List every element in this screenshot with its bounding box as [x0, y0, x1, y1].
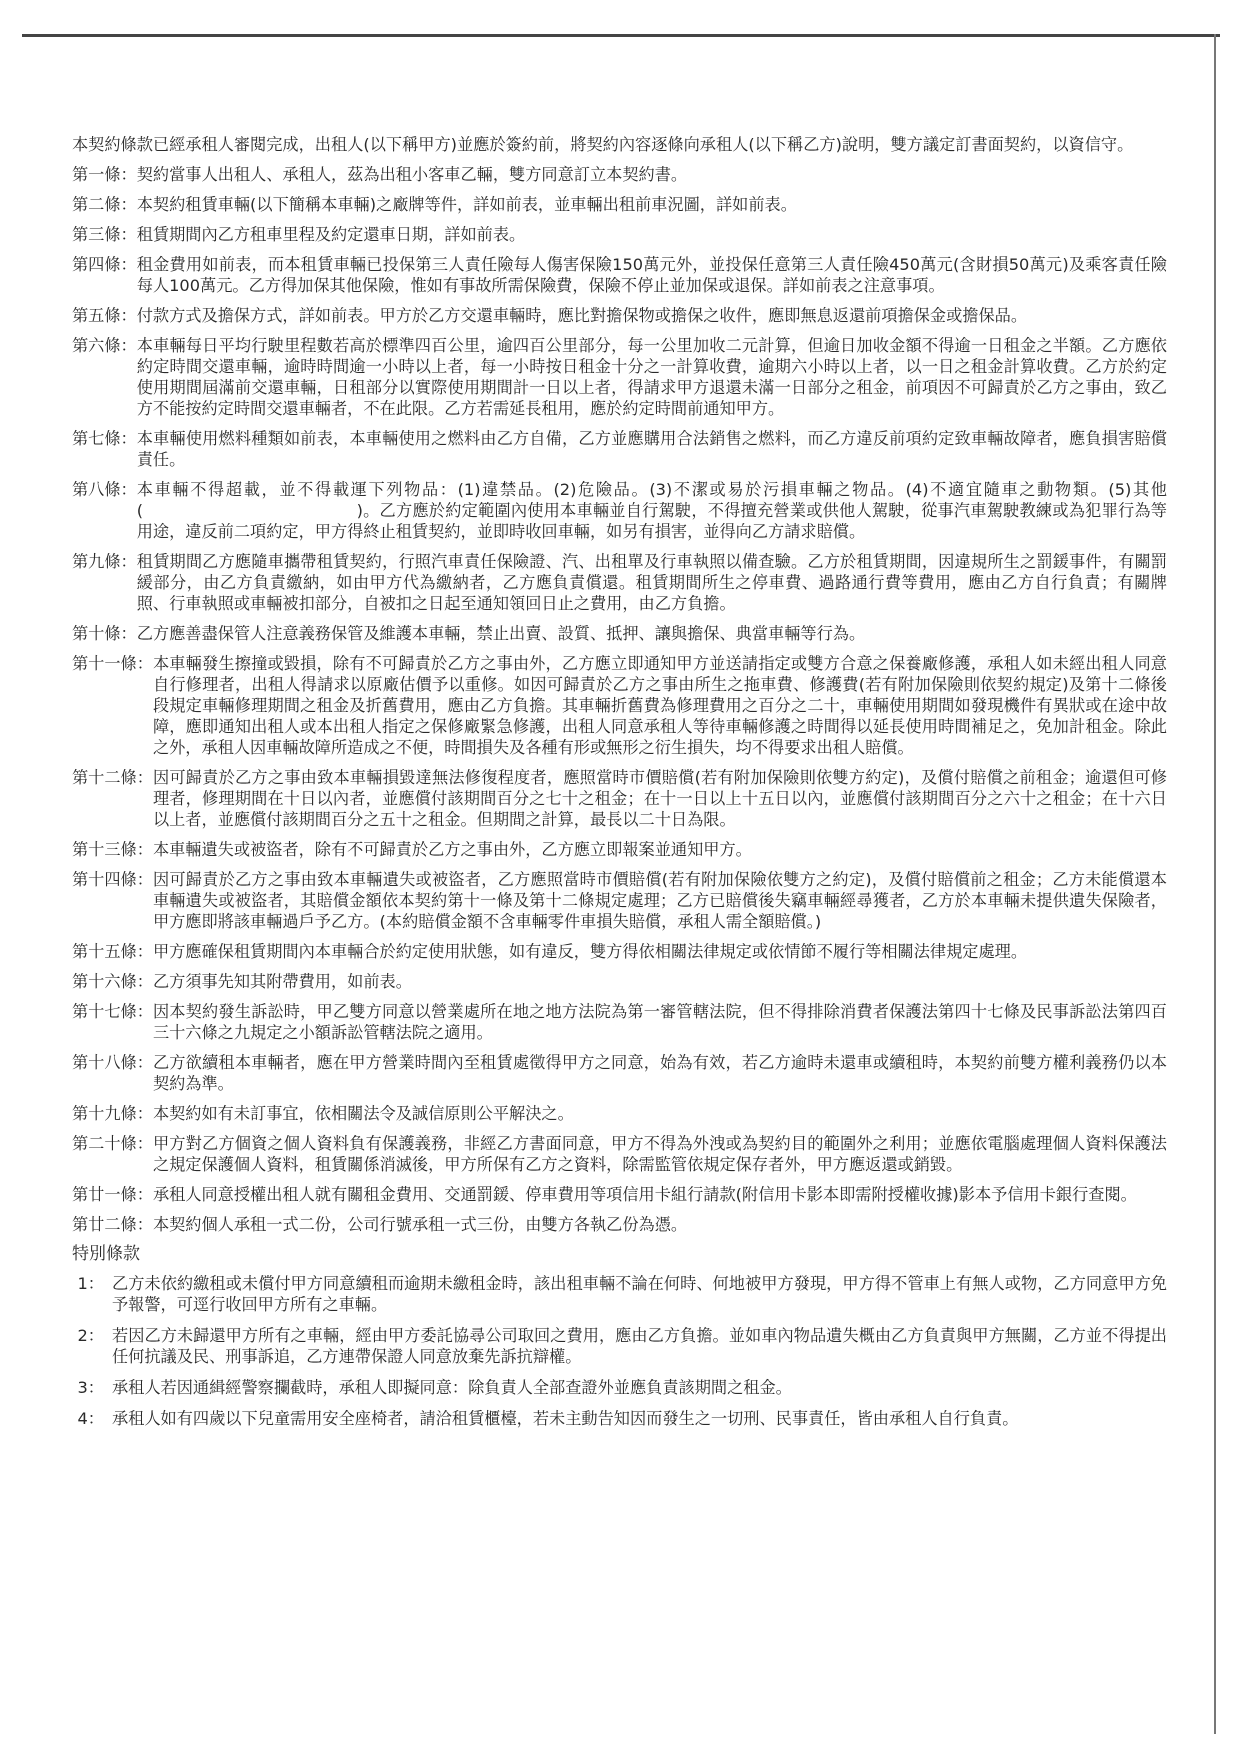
special-term-number: 4： [77, 1409, 104, 1428]
article [72, 194, 1167, 215]
article-text: 乙方應善盡保管人注意義務保管及維護本車輛，禁止出賣、設質、抵押、讓與擔保、典當車輛等行為。 [136, 624, 866, 643]
article-text: 本車輛使用燃料種類如前表，本車輛使用之燃料由乙方自備，乙方並應購用合法銷售之燃料，而乙方違反前項約定致車輛故障者，應負損害賠償責任。 [136, 429, 1167, 469]
article [72, 1214, 1167, 1235]
article-text: 甲方對乙方個資之個人資料負有保護義務，非經乙方書面同意，甲方不得為外洩或為契約目的範圍外之利用；並應依電腦處理個人資料保護法之規定保護個人資料，租賃關係消滅後，甲方所保有乙方之資料，除需監管依規定保存者外，甲方應返還或銷毀。 [152, 1134, 1167, 1174]
article-label: 第十四條： [72, 870, 153, 889]
article [72, 653, 1167, 758]
article-label: 第一條： [72, 165, 137, 184]
article [72, 428, 1167, 470]
article-text: 甲方應確保租賃期間內本車輛合於約定使用狀態，如有違反，雙方得依相關法律規定或依情節不履行等相關法律規定處理。 [152, 942, 1028, 961]
article-label: 第十五條： [72, 942, 153, 961]
article-label: 第二條： [72, 195, 137, 214]
article-label: 第二十條： [72, 1134, 153, 1153]
article-text: 因可歸責於乙方之事由致本車輛遺失或被盜者，乙方應照當時市價賠償(若有附加保險依雙方之約定)，及償付賠償前之租金；乙方未能償還本車輛遺失或被盜者，其賠償金額依本契約第十一條及第十二條規定處理；乙方已賠償後失竊車輛經尋獲者，乙方於本車輛未提供遺失保險者，甲方應即將該車輛過戶予乙方。(本約賠償金額不含車輛零件車損失賠償，承租人需全額賠償。) [152, 870, 1167, 931]
special-terms-title: 特別條款 [72, 1244, 140, 1264]
special-term-number: 1： [77, 1274, 104, 1293]
article-text: 本契約如有未訂事宜，依相關法令及誠信原則公平解決之。 [152, 1104, 574, 1123]
article-text: 租賃期間內乙方租車里程及約定還車日期，詳如前表。 [136, 225, 526, 244]
article [72, 839, 1167, 860]
article-label: 第十六條： [72, 972, 153, 991]
article-text: 因可歸責於乙方之事由致本車輛損毀達無法修復程度者，應照當時市價賠償(若有附加保險則依雙方約定)，及償付賠償之前租金；逾還但可修理者，修理期間在十日以內者，並應償付該期間百分之七十之租金；在十一日以上十五日以內，並應償付該期間百分之六十之租金；在十六日以上者，並應償付該期間百分之五十之租金。但期間之計算，最長以二十日為限。 [152, 768, 1167, 829]
special-term-text: 承租人若因通緝經警察攔截時，承租人即擬同意：除負責人全部查證外並應負責該期間之租金。 [112, 1378, 792, 1397]
article-label: 第六條： [72, 336, 137, 355]
article [72, 869, 1167, 932]
article-label: 第七條： [72, 429, 137, 448]
article [72, 767, 1167, 830]
special-term-number: 2： [77, 1326, 104, 1345]
article [72, 623, 1167, 644]
article [72, 254, 1167, 296]
article [72, 941, 1167, 962]
article-label: 第三條： [72, 225, 137, 244]
article [72, 1103, 1167, 1124]
article-text: 本契約租賃車輛(以下簡稱本車輛)之廠牌等件，詳如前表，並車輛出租前車況圖，詳如前表。 [136, 195, 797, 214]
article-list [72, 164, 1167, 1235]
article-label: 第五條： [72, 306, 137, 325]
article-text: 乙方欲續租本車輛者，應在甲方營業時間內至租賃處徵得甲方之同意，始為有效，若乙方逾時未還車或續租時，本契約前雙方權利義務仍以本契約為準。 [152, 1053, 1167, 1093]
contract-terms [72, 134, 1167, 1439]
special-term-item [72, 1408, 1167, 1429]
article-label: 第廿二條： [72, 1215, 153, 1234]
article [72, 1001, 1167, 1043]
article-text: 本車輛每日平均行駛里程數若高於標準四百公里，逾四百公里部分，每一公里加收二元計算，但逾日加收金額不得逾一日租金之半額。乙方應依約定時間交還車輛，逾時時間逾一小時以上者，每一小時按日租金十分之一計算收費，逾期六小時以上者，以一日之租金計算收費。乙方於約定使用期間屆滿前交還車輛，日租部分以實際使用期間計一日以上者，得請求甲方退還未滿一日部分之租金，前項因不可歸責於乙方之事由，致乙方不能按約定時間交還車輛者，不在此限。乙方若需延長租用，應於約定時間前通知甲方。 [136, 336, 1167, 418]
article [72, 1052, 1167, 1094]
article [72, 1184, 1167, 1205]
article-label: 第四條： [72, 255, 137, 274]
article-label: 第廿一條： [72, 1185, 153, 1204]
article [72, 971, 1167, 992]
article-label: 第八條： [72, 480, 137, 499]
special-term-item [72, 1325, 1167, 1367]
article-text: 契約當事人出租人、承租人，茲為出租小客車乙輛，雙方同意訂立本契約書。 [136, 165, 688, 184]
article-label: 第十八條： [72, 1053, 153, 1072]
article-text: 本車輛遺失或被盜者，除有不可歸責於乙方之事由外，乙方應立即報案並通知甲方。 [152, 840, 752, 859]
special-term-number: 3： [77, 1378, 104, 1397]
article-label: 第十三條： [72, 840, 153, 859]
article-label: 第十九條： [72, 1104, 153, 1123]
article-text: 因本契約發生訴訟時，甲乙雙方同意以營業處所在地之地方法院為第一審管轄法院，但不得排除消費者保護法第四十七條及民事訴訟法第四百三十六條之九規定之小額訴訟管轄法院之適用。 [152, 1002, 1167, 1042]
article-label: 第十二條： [72, 768, 153, 787]
article-text: 本契約個人承租一式二份，公司行號承租一式三份，由雙方各執乙份為憑。 [152, 1215, 688, 1234]
article [72, 1133, 1167, 1175]
special-term-text: 乙方未依約繳租或未償付甲方同意續租而逾期未繳租金時，該出租車輛不論在何時、何地被甲方發現，甲方得不管車上有無人或物，乙方同意甲方免予報警，可逕行收回甲方所有之車輛。 [112, 1274, 1167, 1314]
special-term-item [72, 1273, 1167, 1315]
special-term-text: 若因乙方未歸還甲方所有之車輛，經由甲方委託協尋公司取回之費用，應由乙方負擔。並如車內物品遺失概由乙方負責與甲方無關，乙方並不得提出任何抗議及民、刑事訴追，乙方連帶保證人同意放棄先訴抗辯權。 [112, 1326, 1167, 1366]
article [72, 164, 1167, 185]
article [72, 479, 1167, 542]
article-label: 第九條： [72, 552, 137, 571]
article [72, 305, 1167, 326]
article-text: 租賃期間乙方應隨車攜帶租賃契約，行照汽車責任保險證、汽、出租單及行車執照以備查驗。乙方於租賃期間，因違規所生之罰鍰事件，有關罰緩部分，由乙方負責繳納，如由甲方代為繳納者，乙方應負責償還。租賃期間所生之停車費、過路通行費等費用，應由乙方自行負責；有關牌照、行車執照或車輛被扣部分，自被扣之日起至通知領回日止之費用，由乙方負擔。 [136, 552, 1167, 613]
article-text: 租金費用如前表，而本租賃車輛已投保第三人責任險每人傷害保險150萬元外，並投保任意第三人責任險450萬元(含財損50萬元)及乘客責任險每人100萬元。乙方得加保其他保險，惟如有事故所需保險費，保險不停止並加保或退保。詳如前表之注意事項。 [136, 255, 1167, 295]
article-label: 第十條： [72, 624, 137, 643]
top-border-line [22, 34, 1220, 37]
article-text: 本車輛不得超載，並不得載運下列物品：(1)違禁品。(2)危險品。(3)不潔或易於污損車輛之物品。(4)不適宜隨車之動物類。(5)其他( )。乙方應於約定範圍內使用本車輛並自行駕駛，不得擅充營業或供他人駕駛，從事汽車駕駛教練或為犯罪行為等用途，違反前二項約定，甲方得終止租賃契約，並即時收回車輛，如另有損害，並得向乙方請求賠償。 [136, 480, 1167, 541]
article [72, 224, 1167, 245]
article-text: 乙方須事先知其附帶費用，如前表。 [152, 972, 412, 991]
article-text: 本車輛發生擦撞或毀損，除有不可歸責於乙方之事由外，乙方應立即通知甲方並送請指定或雙方合意之保養廠修護，承租人如未經出租人同意自行修理者，出租人得請求以原廠估價予以重修。如因可歸責於乙方之事由所生之拖車費、修護費(若有附加保險則依契約規定)及第十二條後段規定車輛修理期間之租金及折舊費用，應由乙方負擔。其車輛折舊費為修理費用之百分之二十，車輛使用期間如發現機件有異狀或在途中故障，應即通知出租人或本出租人指定之保修廠緊急修護，出租人同意承租人等待車輛修護之時間得以延長使用時間補足之，免加計租金。除此之外，承租人因車輛故障所造成之不便，時間損失及各種有形或無形之衍生損失，均不得要求出租人賠償。 [152, 654, 1167, 757]
special-terms-list [72, 1273, 1167, 1429]
article-text: 承租人同意授權出租人就有關租金費用、交通罰鍰、停車費用等項信用卡組行請款(附信用卡影本即需附授權收據)影本予信用卡銀行查閱。 [152, 1185, 1137, 1204]
article-text: 付款方式及擔保方式，詳如前表。甲方於乙方交還車輛時，應比對擔保物或擔保之收件，應即無息返還前項擔保金或擔保品。 [136, 306, 1028, 325]
article-label: 第十七條： [72, 1002, 153, 1021]
special-term-item [72, 1377, 1167, 1398]
right-border-line [1214, 34, 1216, 1734]
article-label: 第十一條： [72, 654, 153, 673]
intro-paragraph: 本契約條款已經承租人審閱完成，出租人(以下稱甲方)並應於簽約前，將契約內容逐條向承租人(以下稱乙方)說明，雙方議定訂書面契約，以資信守。 [72, 135, 1134, 154]
special-term-text: 承租人如有四歲以下兒童需用安全座椅者，請洽租賃櫃檯，若未主動告知因而發生之一切刑、民事責任，皆由承租人自行負責。 [112, 1409, 1019, 1428]
article [72, 551, 1167, 614]
article [72, 335, 1167, 419]
